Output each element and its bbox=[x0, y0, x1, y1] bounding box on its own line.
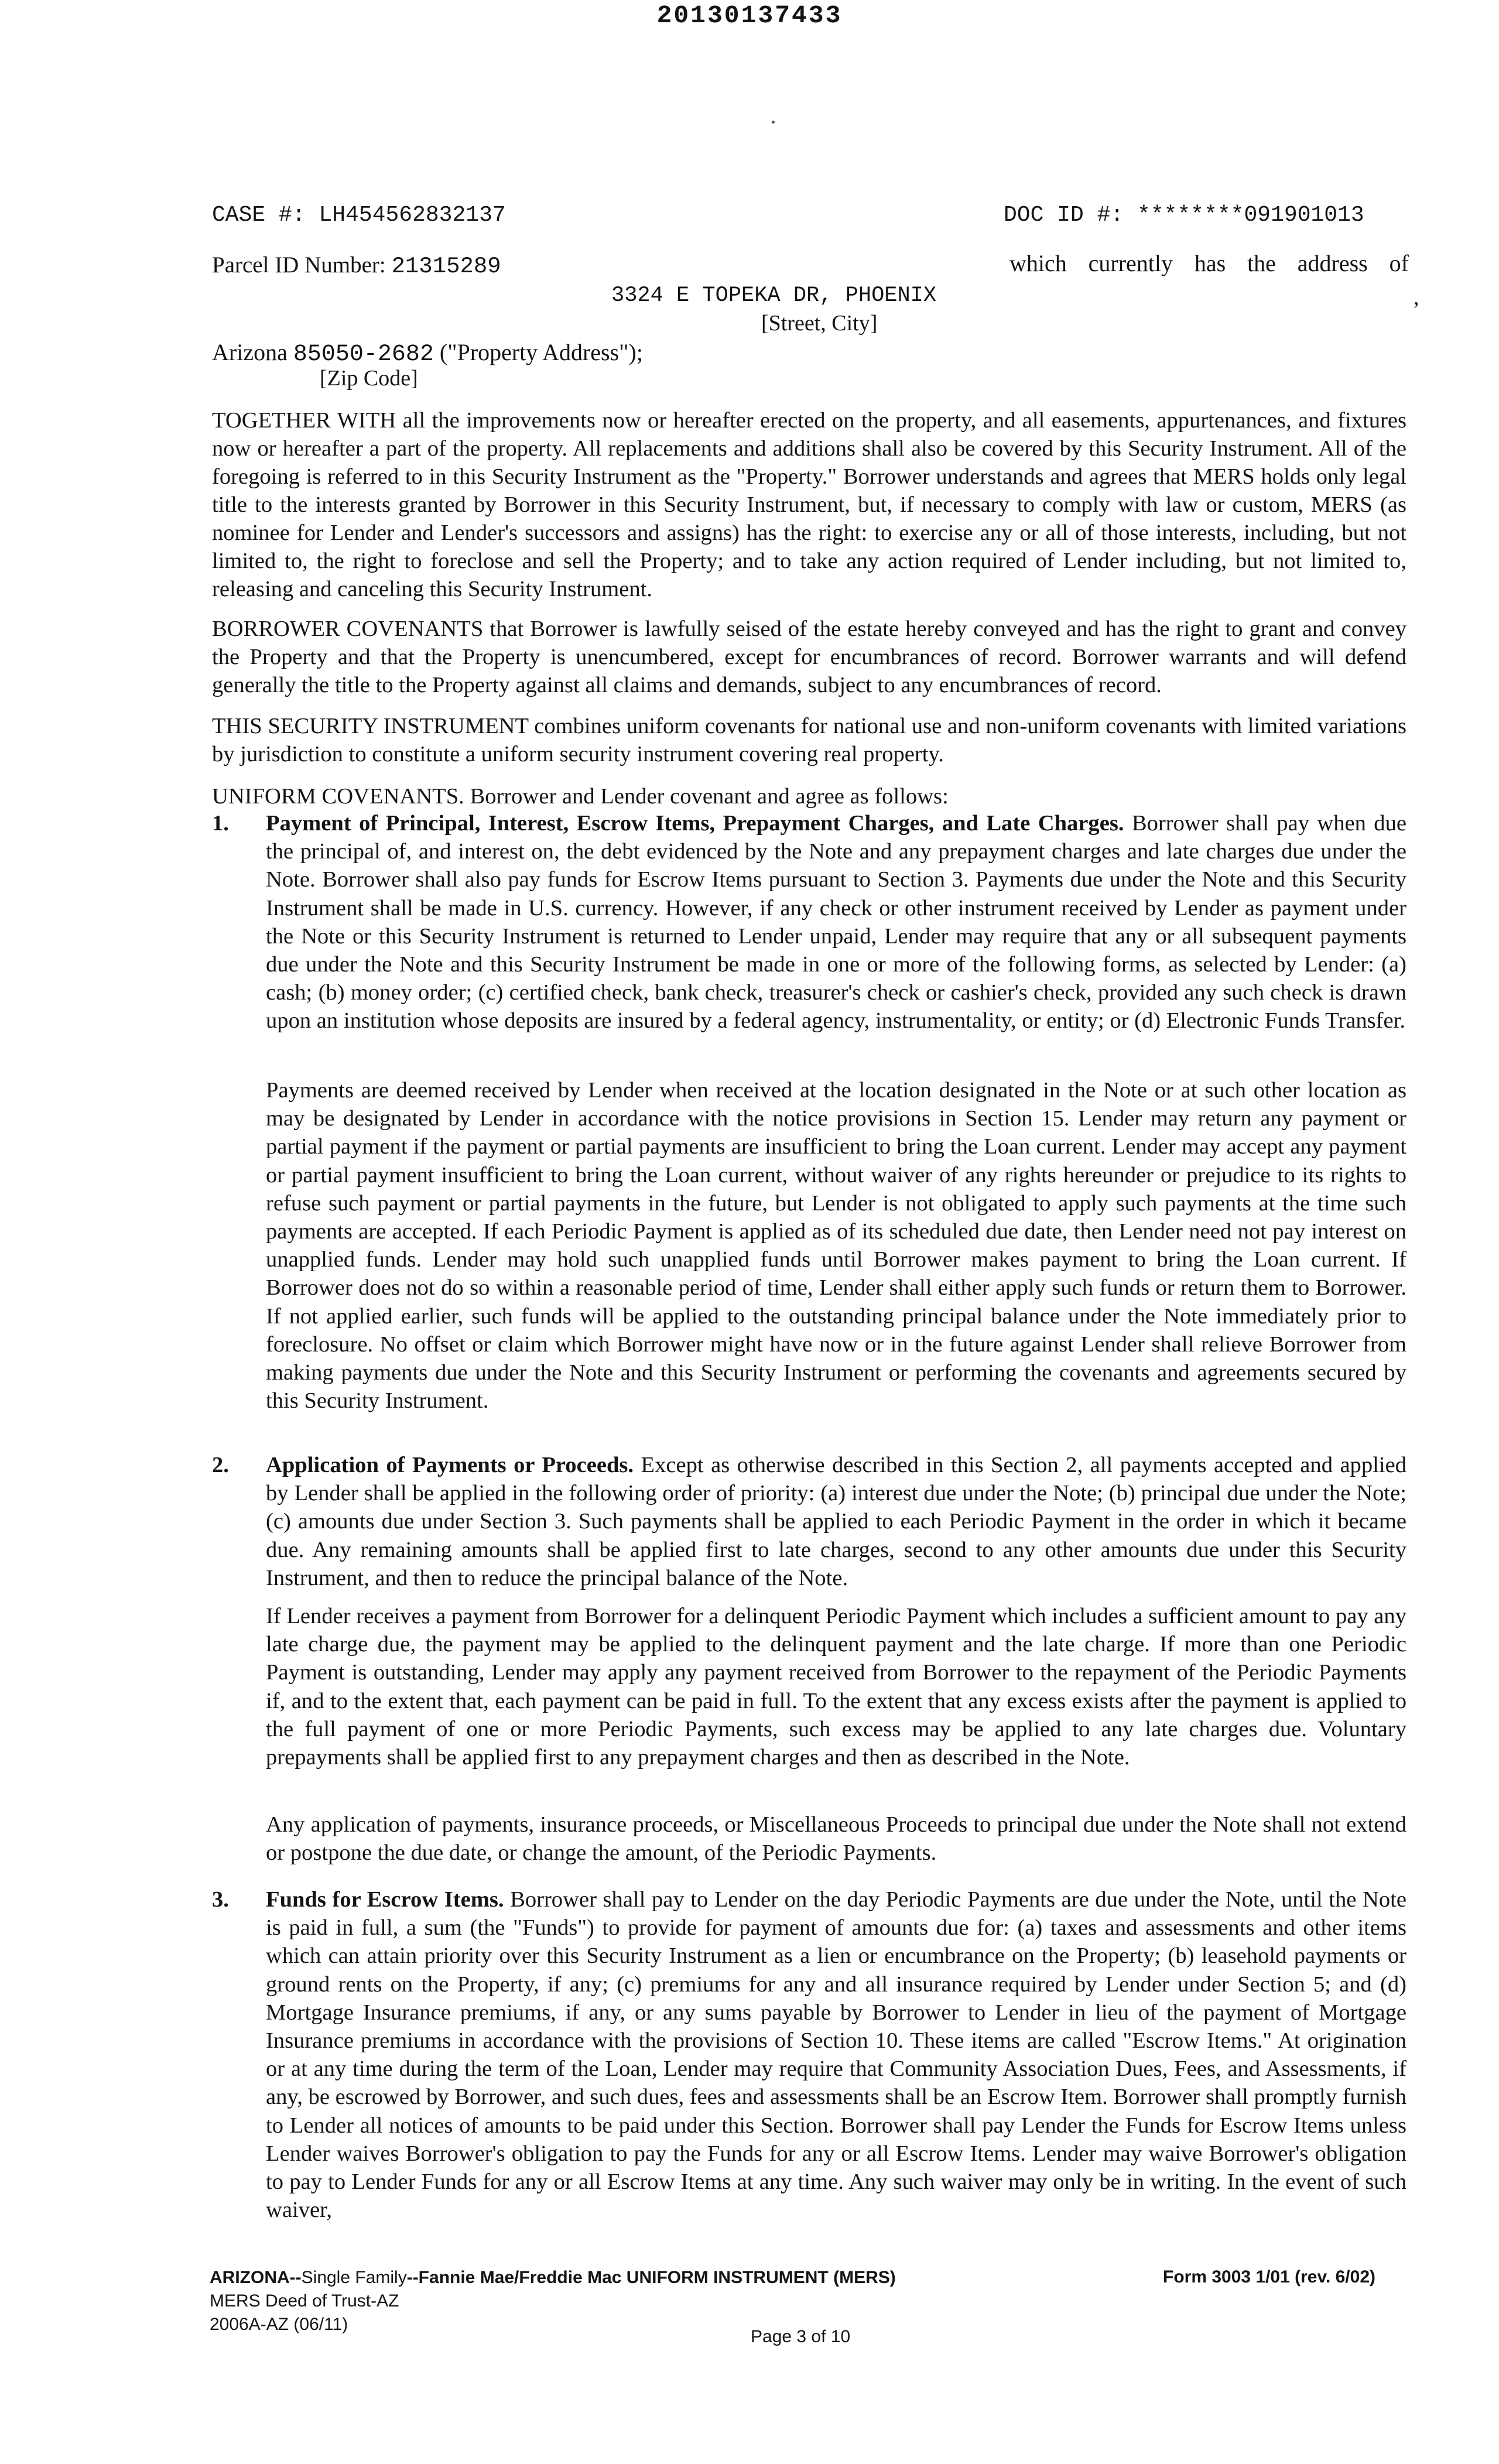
word: address bbox=[1297, 250, 1368, 276]
form-code: 2006A-AZ (06/11) bbox=[210, 2315, 348, 2334]
borrower-covenants-paragraph: BORROWER COVENANTS that Borrower is lawfully seised of the estate hereby conveyed and has the right to grant and convey the Property and that the Property is unencumbered, except for encumbrances of record. Borrower warrants and will defend generally the title to the Property against all claims and demands, subject to any encumbrances of record. bbox=[212, 617, 1406, 697]
doc-id-label: DOC ID #: bbox=[1004, 203, 1124, 228]
page-number: Page 3 of 10 bbox=[751, 2327, 851, 2346]
street-city: 3324 E TOPEKA DR, PHOENIX bbox=[611, 283, 937, 308]
section-text: Borrower shall pay to Lender on the day Periodic Payments are due under the Note, until the Note is paid in full, a sum (the "Funds") to provide for payment of amounts due for: (a) taxes and assessments and other items which can attain priority over this Security Instrument as a lien or encumbrance on the Property; (b) leasehold payments or ground rents on the Property, if any; (c) premiums for any and all insurance required by Lender under Section 5; and (d) Mortgage Insurance premiums, if any, or any sums payable by Borrower to Lender in lieu of the payment of Mortgage Insurance premiums in accordance with the provisions of Section 10. These items are called "Escrow Items." At origination or at any time during the term of the Loan, Lender may require that Community Association Dues, Fees, and Assessments, if any, be escrowed by Borrower, and such dues, fees and assessments shall be an Escrow Item. Borrower shall promptly furnish to Lender all notices of amounts to be paid under this Section. Borrower shall pay Lender the Funds for Escrow Items unless Lender waives Borrower's obligation to pay the Funds for any or all Escrow Items. Lender may waive Borrower's obligation to pay to Lender Funds for any or all Escrow Items at any time. Any such waiver may only be in writing. In the event of such waiver, bbox=[266, 1887, 1406, 2223]
parcel-id-line bbox=[212, 252, 501, 279]
doc-id-line bbox=[1004, 203, 1364, 228]
section-text: Except as otherwise described in this Section 2, all payments accepted and applied by Lender shall be applied in the following order of priority: (a) interest due under the Note; (b) principal due under the Note; (c) amounts due under Section 3. Such payments shall be applied to each Periodic Payment in the order in which it became due. Any remaining amounts shall be applied first to late charges, second to any other amounts due under this Security Instrument, and then to reduce the principal balance of the Note. bbox=[266, 1453, 1406, 1590]
case-number-line bbox=[212, 203, 506, 228]
section-2-continuation-2 bbox=[212, 1811, 1406, 1867]
section-3 bbox=[212, 1885, 1406, 2224]
section-heading: Application of Payments or Proceeds. bbox=[266, 1453, 634, 1477]
state: Arizona bbox=[212, 339, 288, 365]
instrument-prefix: ARIZONA-- bbox=[210, 2268, 302, 2287]
recording-number: 20130137433 bbox=[656, 1, 843, 30]
zip-code: 85050-2682 bbox=[293, 341, 434, 368]
parcel-label: Parcel ID Number: bbox=[212, 252, 386, 278]
word: has bbox=[1194, 250, 1226, 276]
instrument-name bbox=[210, 2266, 896, 2290]
uniform-covenants-heading: UNIFORM COVENANTS. Borrower and Lender covenant and agree as follows: bbox=[212, 784, 949, 809]
case-number: LH454562832137 bbox=[319, 203, 506, 228]
section-text: If Lender receives a payment from Borrower for a delinquent Periodic Payment which includes a sufficient amount to pay any late charge due, the payment may be applied to the delinquent payment and the late charge. If more than one Periodic Payment is outstanding, Lender may apply any payment received from Borrower to the repayment of the Periodic Payments if, and to the extent that, each payment can be paid in full. To the extent that any excess exists after the payment is applied to the full payment of one or more Periodic Payments, such excess may be applied to any late charges due. Voluntary prepayments shall be applied first to any prepayment charges and then as described in the Note. bbox=[266, 1604, 1406, 1770]
footer-left bbox=[210, 2266, 896, 2336]
word: which bbox=[1009, 250, 1067, 276]
zip-caption: [Zip Code] bbox=[320, 366, 418, 391]
section-2 bbox=[212, 1451, 1406, 1592]
section-number: 1. bbox=[212, 811, 229, 836]
section-text: Payments are deemed received by Lender when received at the location designated in the Note or at such other location as may be designated by Lender in accordance with the notice provisions in Section 15. Lender may return any payment or partial payment if the payment or partial payments are insufficient to bring the Loan current. Lender may accept any payment or partial payment insufficient to bring the Loan current, without waiver of any rights hereunder or prejudice to its rights to refuse such payment or partial payments in the future, but Lender is not obligated to apply such payments at the time such payments are accepted. If each Periodic Payment is applied as of its scheduled due date, then Lender need not pay interest on unapplied funds. Lender may hold such unapplied funds until Borrower makes payment to bring the Loan current. If Borrower does not do so within a reasonable period of time, Lender shall either apply such funds or return them to Borrower. If not applied earlier, such funds will be applied to the outstanding principal balance under the Note immediately prior to foreclosure. No offset or claim which Borrower might have now or in the future against Lender shall relieve Borrower from making payments due under the Note and this Security Instrument or performing the covenants and agreements secured by this Security Instrument. bbox=[266, 1078, 1406, 1414]
section-text: Any application of payments, insurance proceeds, or Miscellaneous Proceeds to principal due under the Note shall not extend or postpone the due date, or change the amount, of the Periodic Payments. bbox=[266, 1812, 1406, 1866]
street-city-caption: [Street, City] bbox=[761, 311, 878, 336]
doc-id: ********091901013 bbox=[1137, 203, 1364, 228]
state-zip-line bbox=[212, 338, 643, 368]
section-1 bbox=[212, 809, 1406, 1035]
section-1-continuation bbox=[212, 1076, 1406, 1415]
word: currently bbox=[1088, 250, 1173, 276]
property-address-label: ("Property Address"); bbox=[439, 339, 643, 365]
section-heading: Funds for Escrow Items. bbox=[266, 1887, 504, 1912]
section-number: 2. bbox=[212, 1453, 229, 1477]
scan-speck bbox=[772, 121, 775, 124]
instrument-suffix: --Fannie Mae/Freddie Mac UNIFORM INSTRUMENT (MERS) bbox=[406, 2268, 896, 2287]
deed-type: MERS Deed of Trust-AZ bbox=[210, 2291, 399, 2311]
section-heading: Payment of Principal, Interest, Escrow Items, Prepayment Charges, and Late Charges. bbox=[266, 811, 1124, 836]
section-text: Borrower shall pay when due the principal of, and interest on, the debt evidenced by the Note and any prepayment charges and late charges due under the Note. Borrower shall also pay funds for Escrow Items pursuant to Section 3. Payments due under the Note and this Security Instrument shall be made in U.S. currency. However, if any check or other instrument received by Lender as payment under the Note or this Security Instrument is returned to Lender unpaid, Lender may require that any or all subsequent payments due under the Note and this Security Instrument be made in one or more of the following forms, as selected by Lender: (a) cash; (b) money order; (c) certified check, bank check, treasurer's check or cashier's check, provided any such check is drawn upon an institution whose deposits are insured by a federal agency, instrumentality, or entity; or (d) Electronic Funds Transfer. bbox=[266, 811, 1406, 1033]
instrument-mid: Single Family bbox=[301, 2268, 407, 2287]
security-instrument-paragraph: THIS SECURITY INSTRUMENT combines uniform covenants for national use and non-uniform covenants with limited variations by jurisdiction to constitute a uniform security instrument covering real property. bbox=[212, 714, 1406, 766]
together-with-paragraph: TOGETHER WITH all the improvements now or hereafter erected on the property, and all easements, appurtenances, and fixtures now or hereafter a part of the property. All replacements and additions shall also be covered by this Security Instrument. All of the foregoing is referred to in this Security Instrument as the "Property." Borrower understands and agrees that MERS holds only legal title to the interests granted by Borrower in this Security Instrument, but, if necessary to comply with law or custom, MERS (as nominee for Lender and Lender's successors and assigns) has the right: to exercise any or all of those interests, including, but not limited to, the right to foreclose and sell the Property; and to take any action required of Lender including, but not limited to, releasing and canceling this Security Instrument. bbox=[212, 408, 1406, 601]
which-currently-text bbox=[1009, 249, 1409, 277]
section-number: 3. bbox=[212, 1887, 229, 1912]
street-comma: , bbox=[1414, 285, 1419, 310]
section-2-continuation bbox=[212, 1602, 1406, 1771]
word: the bbox=[1247, 250, 1276, 276]
parcel-id: 21315289 bbox=[391, 254, 501, 279]
case-label: CASE #: bbox=[212, 203, 306, 228]
word: of bbox=[1389, 250, 1409, 276]
form-number: Form 3003 1/01 (rev. 6/02) bbox=[1163, 2267, 1375, 2287]
